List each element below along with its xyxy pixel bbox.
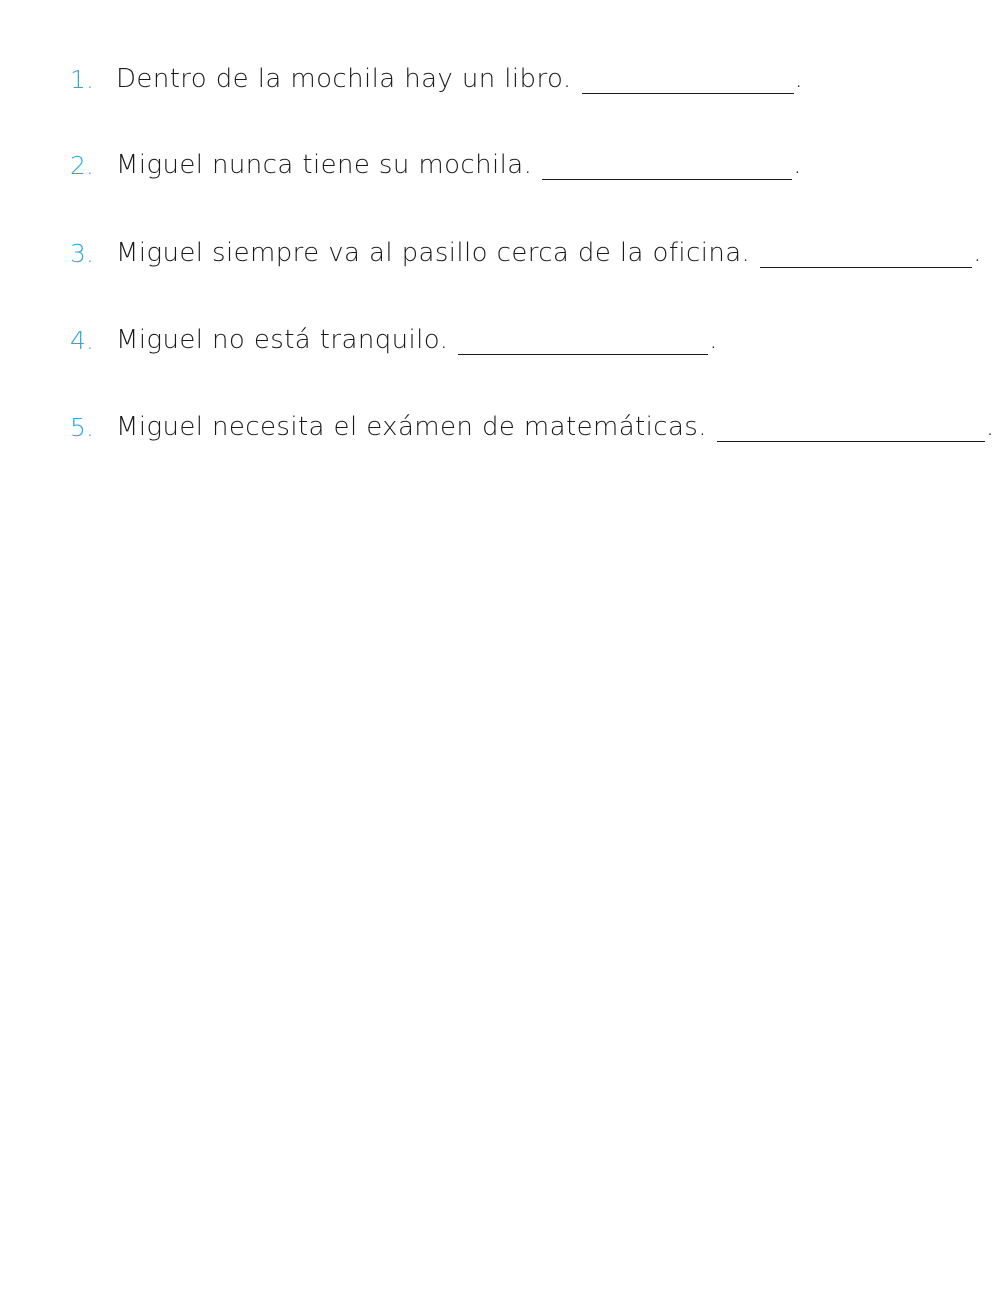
answer-blank[interactable]: [542, 155, 792, 180]
question-item: [70, 315, 718, 355]
question-number: 1.: [70, 65, 94, 94]
answer-period: .: [793, 150, 802, 180]
question-item: [70, 140, 802, 180]
answer-blank[interactable]: [717, 417, 985, 442]
question-number: 2.: [70, 151, 94, 180]
answer-period: .: [709, 325, 718, 355]
question-text: Miguel siempre va al pasillo cerca de la oficina.: [116, 238, 751, 268]
answer-blank[interactable]: [760, 243, 972, 268]
question-text: Miguel nunca tiene su mochila.: [116, 150, 533, 180]
question-number: 5.: [70, 413, 94, 442]
answer-period: .: [973, 238, 982, 268]
question-number: 3.: [70, 239, 94, 268]
answer-blank[interactable]: [582, 69, 794, 94]
answer-blank[interactable]: [458, 330, 708, 355]
question-item: [70, 54, 803, 94]
question-text: Dentro de la mochila hay un libro.: [116, 64, 572, 94]
question-text: Miguel necesita el exámen de matemáticas.: [116, 412, 707, 442]
question-item: [70, 228, 981, 268]
answer-period: .: [794, 64, 803, 94]
question-item: [70, 402, 994, 442]
question-number: 4.: [70, 326, 94, 355]
question-text: Miguel no está tranquilo.: [116, 325, 449, 355]
answer-period: .: [985, 412, 995, 442]
